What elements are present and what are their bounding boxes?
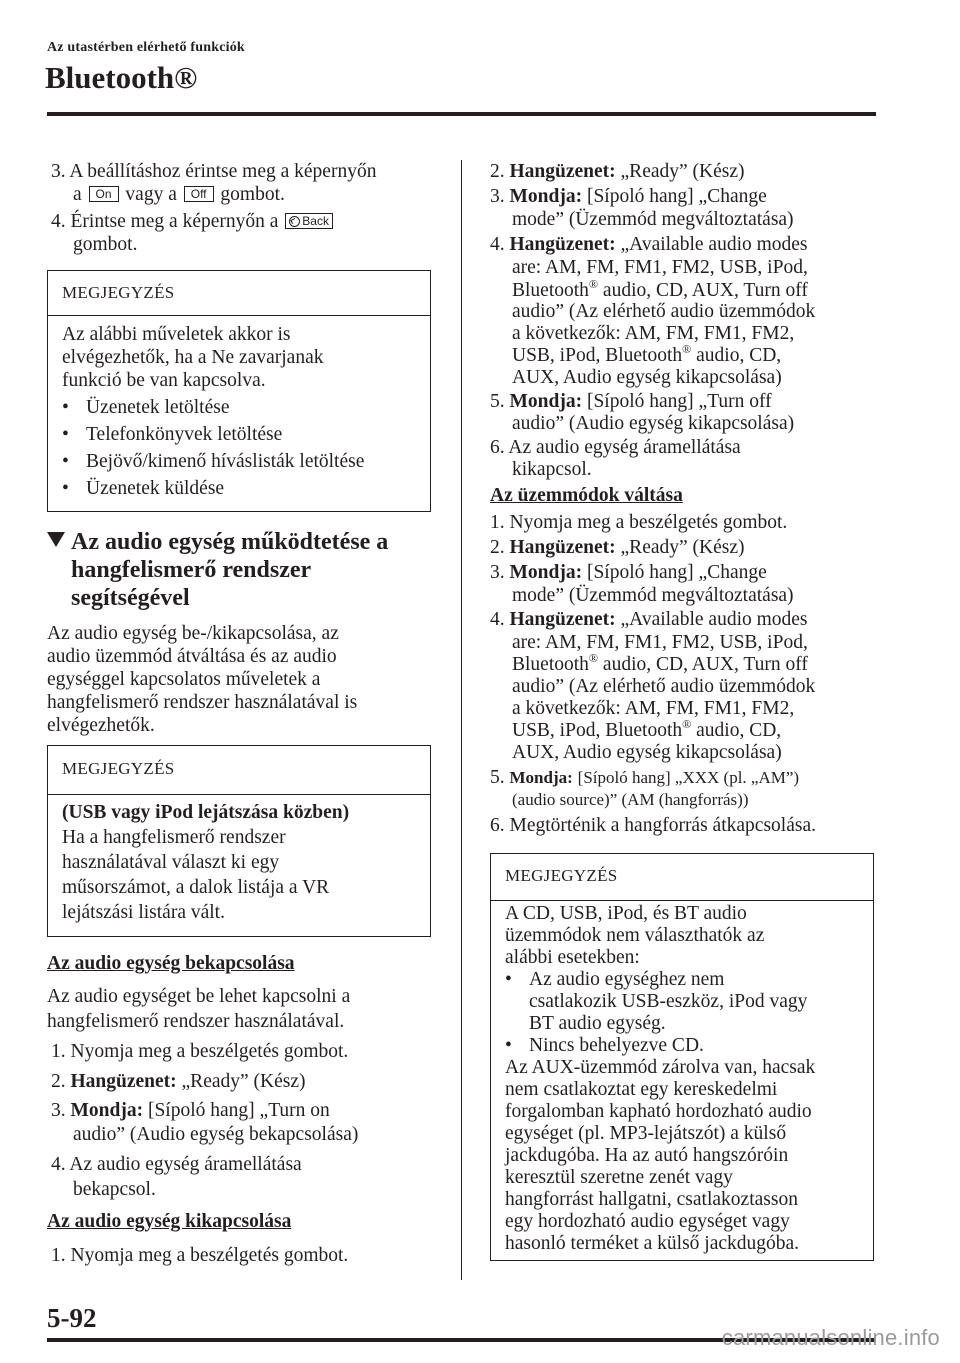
back-button[interactable] xyxy=(285,213,333,229)
step-text: mode” (Üzemmód megváltoztatása) xyxy=(512,209,794,230)
bullet-text: Üzenetek küldése xyxy=(86,478,225,499)
step-3-text-c: gombot. xyxy=(220,184,285,205)
step-text: [Sípoló hang] „Change xyxy=(586,186,767,207)
step-text: are: AM, FM, FM1, FM2, USB, iPod, xyxy=(512,632,808,653)
step-item: 1. Nyomja meg a beszélgetés gombot. xyxy=(51,1041,349,1062)
note-text: jackdugóba. Ha az autó hangszóróin xyxy=(505,1145,789,1166)
bullet-text: Az audio egységhez nem xyxy=(529,969,725,990)
note-bullet xyxy=(62,477,224,500)
text-part: Bluetooth xyxy=(512,654,589,675)
note-text: A CD, USB, iPod, és BT audio xyxy=(505,903,747,924)
step-number: 2. xyxy=(490,537,505,558)
step-text: audio” (Audio egység bekapcsolása) xyxy=(73,1124,359,1145)
step-text: mode” (Üzemmód megváltoztatása) xyxy=(512,585,794,606)
step-label: Hangüzenet: xyxy=(70,1071,177,1092)
bullet-text: Nincs behelyezve CD. xyxy=(529,1035,704,1056)
step-text: [Sípoló hang] „Turn on xyxy=(147,1100,330,1121)
intro-line: egységgel kapcsolatos műveletek a xyxy=(47,669,321,690)
body-text: Az audio egységet be lehet kapcsolni a xyxy=(47,986,351,1007)
step-text: kikapcsol. xyxy=(512,459,592,480)
step-text xyxy=(512,653,808,676)
step-text xyxy=(512,279,808,302)
step-3-text-b: vagy a xyxy=(125,184,177,205)
step-text xyxy=(512,719,781,742)
step-text: „Ready” (Kész) xyxy=(181,1071,306,1092)
step-text: audio” (Az elérhető audio üzemmódok xyxy=(512,301,816,322)
step-text: bekapcsol. xyxy=(73,1179,156,1200)
step-label: Mondja: xyxy=(509,562,583,583)
note-bullet xyxy=(62,450,364,473)
page-title: Bluetooth® xyxy=(45,60,198,95)
step-text: „Available audio modes xyxy=(620,234,808,255)
step-label: Hangüzenet: xyxy=(509,234,616,255)
step-text: a következők: AM, FM, FM1, FM2, xyxy=(512,698,795,719)
note-bullet xyxy=(62,423,282,446)
intro-line: Az audio egység be-/kikapcsolása, az xyxy=(47,623,339,644)
note-text: használatával választ ki egy xyxy=(62,852,280,873)
step-text: [Sípoló hang] „XXX (pl. „AM”) xyxy=(577,768,800,787)
step-4-line-1 xyxy=(51,210,335,233)
text-part: audio, CD, AUX, Turn off xyxy=(598,654,808,675)
off-button[interactable]: Off xyxy=(184,186,214,202)
note-text: hasonló terméket a külső jackdugóba. xyxy=(505,1233,800,1254)
registered-mark: ® xyxy=(682,342,692,356)
subheading-power-on: Az audio egység bekapcsolása xyxy=(47,953,295,974)
back-arrow-icon xyxy=(289,216,300,227)
step-number: 3. xyxy=(490,186,505,207)
page-number: 5-92 xyxy=(47,1303,97,1333)
note-bullet xyxy=(62,396,229,419)
registered-mark: ® xyxy=(682,717,692,731)
bullet-text: Telefonkönyvek letöltése xyxy=(86,424,283,445)
note-text: forgalomban kapható hordozható audio xyxy=(505,1101,812,1122)
step-text: [Sípoló hang] „Change xyxy=(586,562,767,583)
bullet-text: Bejövő/kimenő híváslisták letöltése xyxy=(86,451,365,472)
step-item xyxy=(51,1070,306,1093)
note-text: csatlakozik USB-eszköz, iPod vagy xyxy=(529,991,808,1012)
step-text: [Sípoló hang] „Turn off xyxy=(586,391,772,412)
step-item: 6. Megtörténik a hangforrás átkapcsolása. xyxy=(490,815,816,836)
note-text: Ha a hangfelismerő rendszer xyxy=(62,827,286,848)
step-label: Hangüzenet: xyxy=(509,537,616,558)
section-title-line: Az audio egység működtetése a xyxy=(71,529,389,555)
step-number: 4. xyxy=(490,234,505,255)
note-box-1 xyxy=(47,270,431,512)
step-number: 2. xyxy=(490,161,505,182)
note-header xyxy=(48,746,430,795)
note-text: hangforrást hallgatni, csatlakoztasson xyxy=(505,1189,798,1210)
note-title: MEGJEGYZÉS xyxy=(505,866,618,885)
subheading-power-off: Az audio egység kikapcsolása xyxy=(47,1211,292,1232)
step-4-line-2: gombot. xyxy=(73,234,138,255)
column-divider xyxy=(461,160,462,1280)
note-text: keresztül szeretne zenét vagy xyxy=(505,1167,733,1188)
bullet-mark: • xyxy=(505,1035,512,1056)
note-box-3 xyxy=(490,853,874,1261)
step-3-line-1: 3. A beállításhoz érintse meg a képernyőn xyxy=(51,161,377,182)
note-text: lejátszási listára vált. xyxy=(62,902,225,923)
step-3-text-a: a xyxy=(73,184,82,205)
text-part: USB, iPod, Bluetooth xyxy=(512,720,683,741)
chapter-subtitle: Az utastérben elérhető funkciók xyxy=(47,40,245,55)
intro-line: elvégezhetők. xyxy=(47,715,155,736)
step-number: 3. xyxy=(490,562,505,583)
step-label: Hangüzenet: xyxy=(509,161,616,182)
bullet-text: Üzenetek letöltése xyxy=(86,397,230,418)
subheading-mode-switch: Az üzemmódok váltása xyxy=(490,485,683,506)
section-triangle-icon xyxy=(47,532,65,547)
step-4-text: 4. Érintse meg a képernyőn a xyxy=(51,211,279,232)
intro-line: audio üzemmód átváltása és az audio xyxy=(47,646,337,667)
note-bullet xyxy=(505,968,724,991)
step-item xyxy=(51,1099,330,1122)
step-text: (audio source)” (AM (hangforrás)) xyxy=(512,790,749,809)
bullet-mark: • xyxy=(62,397,69,418)
step-text: „Ready” (Kész) xyxy=(620,161,745,182)
step-item: 4. Az audio egység áramellátása xyxy=(51,1154,302,1175)
body-text: hangfelismerő rendszer használatával. xyxy=(47,1011,345,1032)
text-part: audio, CD, xyxy=(691,720,782,741)
note-text: Az AUX-üzemmód zárolva van, hacsak xyxy=(505,1057,816,1078)
intro-line: hangfelismerő rendszer használatával is xyxy=(47,692,358,713)
bullet-mark: • xyxy=(505,969,512,990)
step-number: 2. xyxy=(51,1071,66,1092)
step-number: 3. xyxy=(51,1100,66,1121)
step-label: Mondja: xyxy=(70,1100,144,1121)
step-text: AUX, Audio egység kikapcsolása) xyxy=(512,742,782,763)
registered-mark: ® xyxy=(588,277,599,291)
on-button[interactable]: On xyxy=(89,186,119,202)
note-text: egy hordozható audio egységet vagy xyxy=(505,1211,790,1232)
section-title-line: hangfelismerő rendszer xyxy=(71,557,312,583)
text-part: audio, CD, AUX, Turn off xyxy=(598,280,808,301)
section-title-line: segítségével xyxy=(71,585,190,611)
watermark: carmanualsonline.info xyxy=(721,1325,940,1350)
step-label: Hangüzenet: xyxy=(509,609,616,630)
text-part: Bluetooth xyxy=(512,280,589,301)
note-text: Az alábbi műveletek akkor is xyxy=(62,324,291,345)
note-text: nem csatlakoztat egy kereskedelmi xyxy=(505,1079,778,1100)
step-number: 5. xyxy=(490,767,505,788)
text-part: USB, iPod, Bluetooth xyxy=(512,345,683,366)
note-bold-text: (USB vagy iPod lejátszása közben) xyxy=(62,802,350,823)
bullet-mark: • xyxy=(62,478,69,499)
note-bullet xyxy=(505,1034,704,1057)
registered-mark: ® xyxy=(588,651,599,665)
step-text xyxy=(512,344,781,367)
step-number: 4. xyxy=(490,609,505,630)
note-header xyxy=(48,271,430,316)
note-text: egységet (pl. MP3-lejátszót) a külső xyxy=(505,1123,787,1144)
bullet-mark: • xyxy=(62,424,69,445)
note-text: alábbi esetekben: xyxy=(505,947,640,968)
step-item: 1. Nyomja meg a beszélgetés gombot. xyxy=(51,1245,349,1266)
note-title: MEGJEGYZÉS xyxy=(62,759,175,778)
step-text: AUX, Audio egység kikapcsolása) xyxy=(512,367,782,388)
step-label: Mondja: xyxy=(509,186,583,207)
note-box-2 xyxy=(47,745,431,937)
step-text: audio” (Az elérhető audio üzemmódok xyxy=(512,676,816,697)
note-text: funkció be van kapcsolva. xyxy=(62,370,266,391)
step-item: 1. Nyomja meg a beszélgetés gombot. xyxy=(490,512,788,533)
step-item: 6. Az audio egység áramellátása xyxy=(490,437,741,458)
step-text: „Ready” (Kész) xyxy=(620,537,745,558)
step-3-line-2 xyxy=(73,183,285,206)
text-part: audio, CD, xyxy=(691,345,782,366)
note-title: MEGJEGYZÉS xyxy=(62,283,175,302)
step-label: Mondja: xyxy=(509,768,573,787)
back-button-label: Back xyxy=(302,214,329,228)
step-text: „Available audio modes xyxy=(620,609,808,630)
step-text: are: AM, FM, FM1, FM2, USB, iPod, xyxy=(512,257,808,278)
step-text: a következők: AM, FM, FM1, FM2, xyxy=(512,323,795,344)
step-text: audio” (Audio egység kikapcsolása) xyxy=(512,413,795,434)
note-text: műsorszámot, a dalok listája a VR xyxy=(62,877,330,898)
step-number: 5. xyxy=(490,391,505,412)
note-text: üzemmódok nem választhatók az xyxy=(505,925,765,946)
note-text: elvégezhetők, ha a Ne zavarjanak xyxy=(62,347,324,368)
note-text: BT audio egység. xyxy=(529,1013,666,1034)
note-header xyxy=(491,854,873,901)
bullet-mark: • xyxy=(62,451,69,472)
step-label: Mondja: xyxy=(509,391,583,412)
